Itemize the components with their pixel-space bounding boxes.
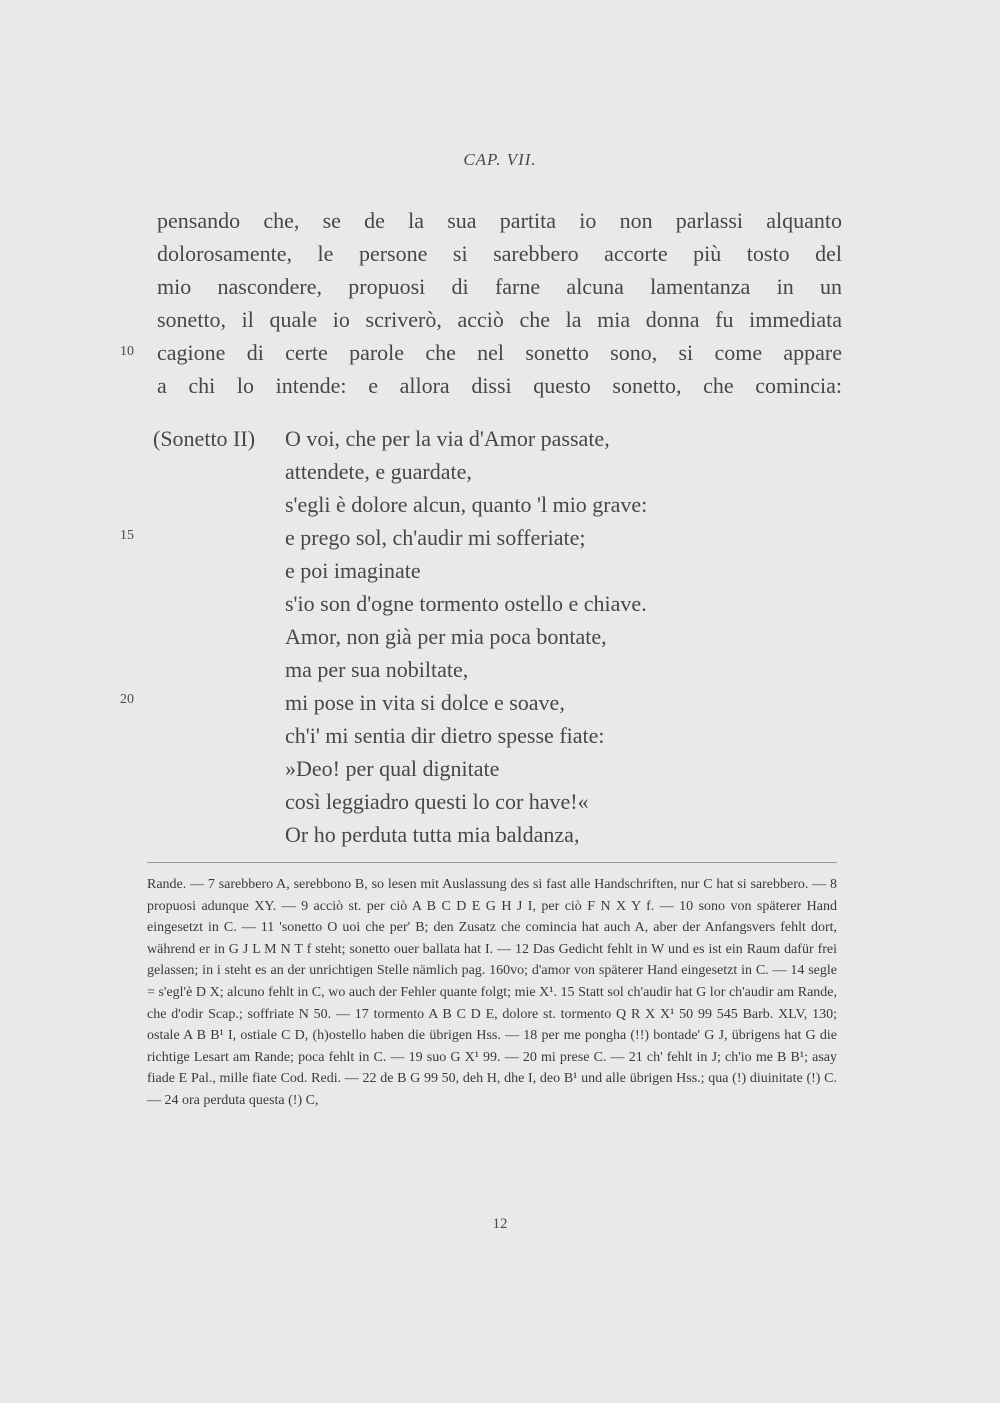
verse-line: attendete, e guardate,: [285, 459, 472, 484]
line-number-10: 10: [120, 344, 134, 359]
verse-line: s'io son d'ogne tormento ostello e chiave.: [285, 591, 647, 616]
page-number: 12: [492, 1216, 508, 1232]
sonnet-verses: [285, 422, 647, 851]
footnote-divider: [147, 862, 837, 863]
verse-line: e prego sol, ch'audir mi sofferiate;: [285, 525, 586, 550]
verse-line: Or ho perduta tutta mia baldanza,: [285, 822, 580, 847]
footnotes-apparatus: Rande. — 7 sarebbero A, serebbono B, so lesen mit Auslassung des si fast alle Handschriften, nur C hat si sarebbero. — 8 propuosi adunque XY. — 9 acciò st. per ciò A B C D E G H J I, per ciò F N X Y f. — 10 sono von späterer Hand eingesetzt in C. — 11 'sonetto O uoi che per' B; den Zusatz che comincia hat auch A, aber der Anfangsvers fehlt dort, während er in G J L M N T f steht; sonetto ouer ballata hat I. — 12 Das Gedicht fehlt in W und es ist ein Raum dafür frei gelassen; in i steht es an der unrichtigen Stelle nämlich pag. 160vo; d'amor von späterer Hand eingesetzt in C. — 14 segle = s'egl'è D X; alcuno fehlt in C, wo auch der Fehler quante folgt; mie X¹. 15 Statt sol ch'audir hat G lor ch'audir am Rande, che d'odir Scap.; soffriate N 50. — 17 tormento A B C D E, dolore st. tormento Q R X X¹ 50 99 545 Barb. XLV, 130; ostale A B B¹ I, ostiale C D, (h)ostello haben die übrigen Hss. — 18 per me pongha (!!) bontade' G J, übrigens hat G die richtige Lesart am Rande; poca fehlt in C. — 19 suo G X¹ 99. — 20 mi prese C. — 21 ch' fehlt in J; ch'io me B B¹; asay fiade E Pal., mille fiate Cod. Redi. — 22 de B G 99 50, deh H, dhe I, deo B¹ und alle übrigen Hss.; qua (!) diuinitate (!) C. — 24 ora perduta questa (!) C,: [147, 877, 837, 1108]
line-number-15: 15: [120, 528, 134, 543]
verse-line: O voi, che per la via d'Amor passate,: [285, 426, 610, 451]
prose-line: mio nascondere, propuosi di farne alcuna lamentanza in un: [157, 274, 842, 299]
prose-line: dolorosamente, le persone si sarebbero accorte più tosto del: [157, 241, 842, 266]
verse-line: ma per sua nobiltate,: [285, 657, 469, 682]
verse-line: ch'i' mi sentia dir dietro spesse fiate:: [285, 723, 605, 748]
prose-line: a chi lo intende: e allora dissi questo sonetto, che comincia:: [157, 373, 842, 398]
verse-line: e poi imaginate: [285, 558, 421, 583]
verse-line: Amor, non già per mia poca bontate,: [285, 624, 607, 649]
verse-line: s'egli è dolore alcun, quanto 'l mio grave:: [285, 492, 648, 517]
chapter-header: CAP. VII.: [463, 150, 537, 169]
verse-line: mi pose in vita si dolce e soave,: [285, 690, 565, 715]
sonnet-label: (Sonetto II): [153, 426, 256, 451]
verse-line: così leggiadro questi lo cor have!«: [285, 789, 589, 814]
verse-line: »Deo! per qual dignitate: [285, 756, 500, 781]
line-number-20: 20: [120, 692, 134, 707]
prose-paragraph: [157, 204, 842, 402]
prose-line: cagione di certe parole che nel sonetto sono, si come appare: [157, 340, 842, 365]
prose-line: sonetto, il quale io scriverò, acciò che la mia donna fu immediata: [157, 307, 842, 332]
prose-line: pensando che, se de la sua partita io non parlassi alquanto: [157, 208, 842, 233]
